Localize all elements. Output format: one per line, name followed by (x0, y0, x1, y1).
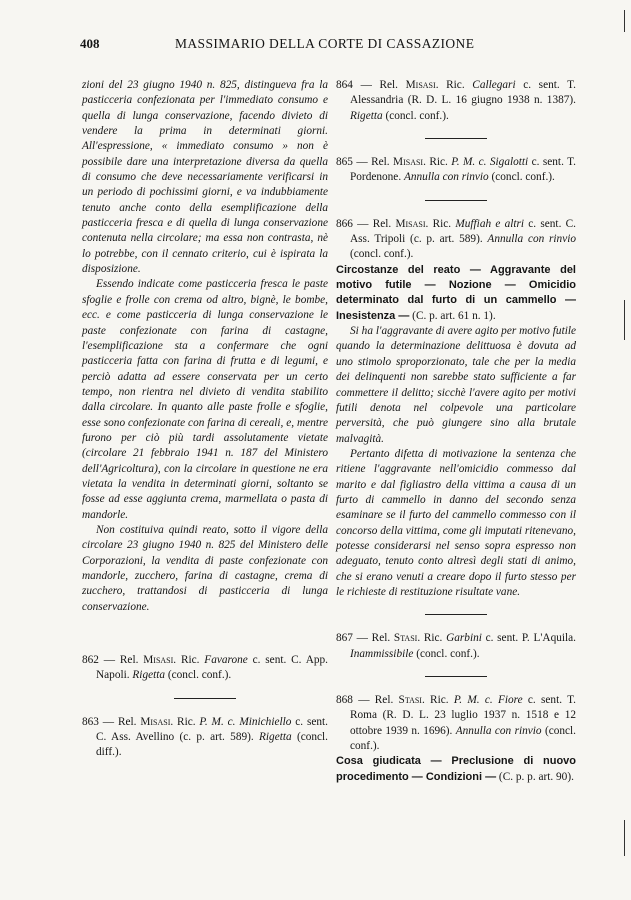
right-column (336, 78, 576, 785)
running-title: MASSIMARIO DELLA CORTE DI CASSAZIONE (175, 36, 475, 51)
separator-rule (425, 676, 487, 677)
rapporteur: Misasi (140, 715, 171, 728)
party: Muffiah e altri (455, 217, 525, 230)
separator-rule (425, 138, 487, 139)
outcome: Annulla con rinvio (455, 724, 542, 737)
outcome: Annulla con rinvio (403, 171, 489, 184)
entry-867: 867 — Rel. Stasi. Ric. Garbini c. sent. P. L'Aquila. Inammissibile (concl. conf.). (336, 632, 576, 660)
scan-edge-mark (624, 820, 625, 856)
outcome: Inammissibile (350, 647, 414, 660)
party: P. M. c. Fiore (453, 694, 523, 706)
entry-865: 865 — Rel. Misasi. Ric. P. M. c. Sigalotti c. sent. T. Pordenone. Annulla con rinvio (concl. conf.). (336, 156, 576, 184)
entry-868-heading (336, 754, 576, 785)
outcome: Rigetta (132, 669, 166, 682)
separator-rule (425, 200, 487, 201)
maxim-paragraph-2: Pertanto difetta di motivazione la sentenza che ritiene l'aggravante nell'omicidio commesso dal marito e dal figliastro della vittima a causa di un furto di cammello in danno del secondo senza esaminare se il furto del cammello commesso con il concorso della vittima, come gli imputati ritenevano, potesse considerarsi nel senso sopra espresso non adeguato, tenuto conto altresì degli stati di animo, che si erano venuti a creare dopo il furto stesso per le richieste di restituzione risultate vane. (336, 447, 576, 598)
outcome: Annulla con rinvio (487, 233, 576, 246)
party: P. M. c. Minichiello (199, 715, 292, 728)
party: Garbini (446, 632, 482, 645)
entry-868: 868 — Rel. Stasi. Ric. P. M. c. Fiore c. sent. T. Roma (R. D. L. 23 luglio 1937 n. 1518 e 12 ottobre 1939 n. 1696). Annulla con rinvio (concl. conf.). (336, 694, 577, 753)
paragraph-conclusion: Non costituiva quindi reato, sotto il vigore della circolare 23 giugno 1940 n. 825 del Ministero delle Corporazioni, la vendita di paste confezionate con mandorle, zucchero, farina di castagne, crema di zucchero, trattandosi di pasticceria di lunga conservazione. (82, 523, 328, 613)
page-header (80, 36, 580, 60)
rapporteur: Stasi (393, 632, 418, 645)
entry-864: 864 — Rel. Misasi. Ric. Callegari c. sent. T. Alessandria (R. D. L. 16 giugno 1938 n. 1387). Rigetta (concl. conf.). (336, 79, 576, 122)
paragraph-pastry-examples: Essendo indicate come pasticceria fresca le paste sfoglie e frolle con crema od altro, bignè, le bombe, ecc. e come pasticceria di lunga conservazione le paste confezionate con farina di castagne, l'esemplificazione sta a confermare che ogni pasticceria fatta con farina di frutta e di legumi, e perciò adatta ad essere conservata per un certo tempo, non rientra nel divieto di vendita stabilito dalla circolare. In quanto alle paste frolle e sfoglie, esse sono confezionate con farina di cereali, e, mentre furono per ciò più tardi assolutamente vietate (circolare 21 febbraio 1941 n. 187 del Ministero dell'Agricoltura), con la circolare in questione ne era vietata la vendita in determinati giorni, soltanto se fosse ad esse aggiunta crema, marmellata o pasta di mandorle. (82, 278, 328, 521)
outcome: Rigetta (350, 109, 383, 122)
maxim-paragraph-1: Si ha l'aggravante di avere agito per motivo futile quando la determinazione delittuosa è dovuta ad uno stimolo sproporzionato, tale che per la media dei delinquenti non sarebbe stato sufficiente a far commettere il delitto; sicchè l'avere agito per motivi futili denota nel colpevole una particolare perversità, che può giungere sino alla brutale malvagità. (336, 325, 576, 445)
entry-863: 863 — Rel. Misasi. Ric. P. M. c. Minichiello c. sent. C. Ass. Avellino (c. p. art. 589). Rigetta (concl. diff.). (82, 715, 329, 759)
paragraph-continued: zioni del 23 giugno 1940 n. 825, distingueva fra la pasticceria confezionata per l'immediato consumo e quella di lunga conservazione, facendo divieto di vendere la prima in determinati giorni. All'espressione, « immediato consumo » non è possibile dare una interpretazione diversa da quella di consumo che deve necessariamente verificarsi in un periodo di pochissimi giorni, e va indubbiamente tenuto anche conto della esemplificazione della pasticceria fresca e di quella di lunga conservazione contenuta nella circolare; ma essa non contrasta, nè lo potrebbe, con il cennato criterio, cui è ispirata la disposizione. (82, 79, 328, 276)
party: P. M. c. Sigalotti (451, 156, 529, 169)
separator-rule (425, 614, 487, 615)
rapporteur: Misasi (393, 156, 424, 169)
statute-reference: (C. p. p. art. 90). (496, 770, 574, 783)
page-number: 408 (80, 36, 100, 51)
subject-heading: Cosa giudicata — Preclusione di nuovo procedimento — Condizioni — (336, 755, 576, 783)
scan-edge-mark (624, 300, 625, 340)
party: Callegari (472, 79, 516, 91)
scan-edge-mark (624, 10, 625, 32)
rapporteur: Misasi (405, 79, 436, 91)
entry-862: 862 — Rel. Misasi. Ric. Favarone c. sent. C. App. Napoli. Rigetta (concl. conf.). (82, 654, 328, 682)
rapporteur: Misasi (395, 217, 426, 230)
party: Favarone (204, 654, 248, 667)
spacer (82, 615, 328, 653)
subject-heading: Circostanze del reato — Aggravante del motivo futile — Nozione — Omicidio determinato dal furto di un cammello — Inesistenza — (336, 263, 576, 322)
entry-866-heading (336, 263, 576, 324)
left-column (82, 78, 328, 761)
outcome: Rigetta (259, 731, 292, 744)
rapporteur: Misasi (143, 654, 174, 667)
separator-rule (174, 698, 236, 699)
entry-866: 866 — Rel. Misasi. Ric. Muffiah e altri c. sent. C. Ass. Tripoli (c. p. art. 589). Annulla con rinvio (concl. conf.). (336, 217, 576, 261)
rapporteur: Stasi (398, 694, 422, 706)
statute-reference: (C. p. art. 61 n. 1). (409, 309, 496, 322)
